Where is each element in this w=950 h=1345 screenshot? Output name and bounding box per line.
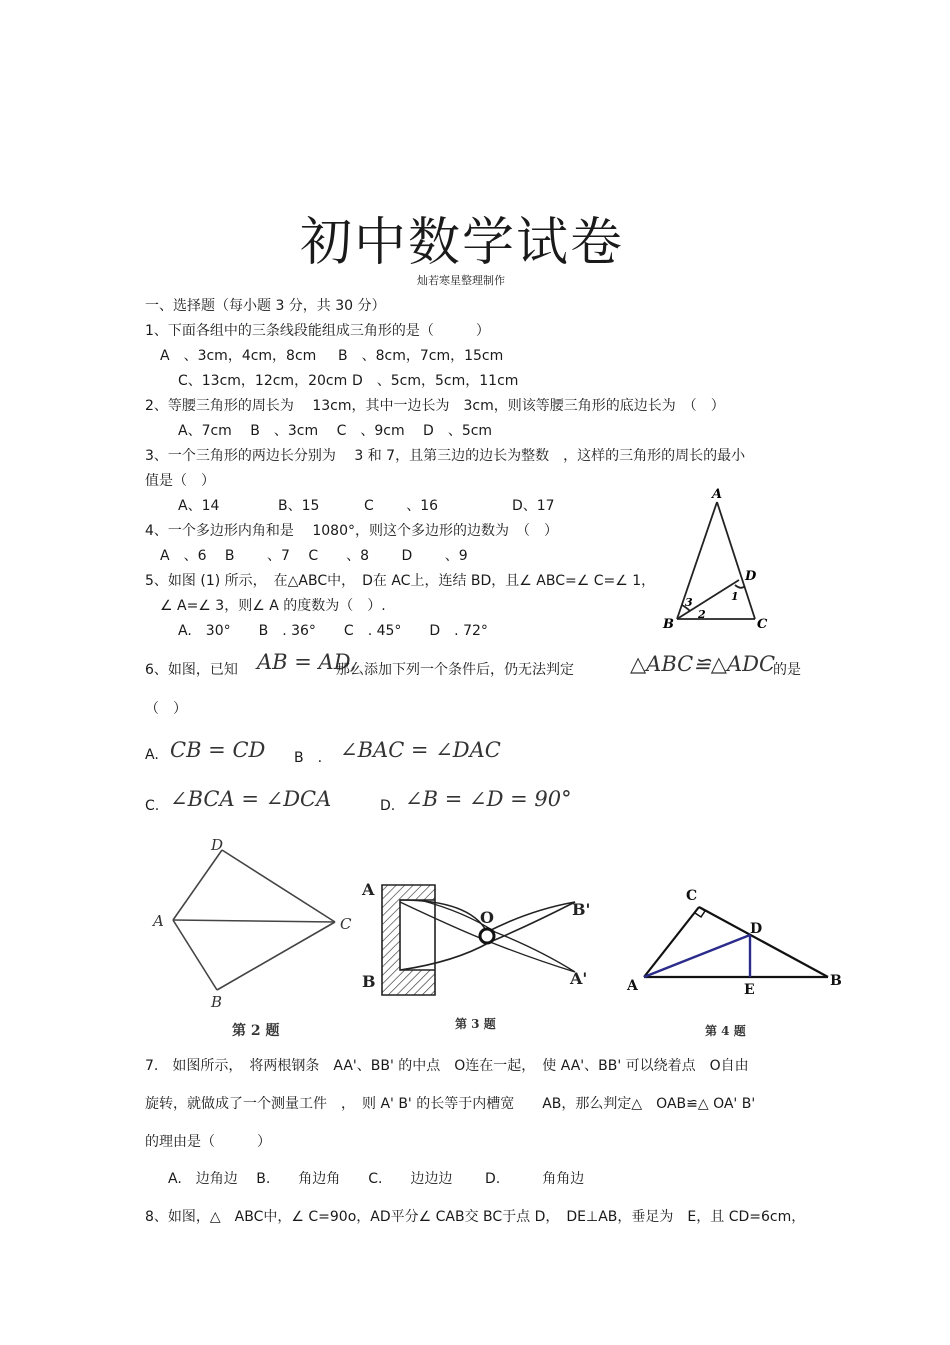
caption-q3: 第 3 题 [455, 1017, 496, 1031]
q3-stem-line1: 3、一个三角形的两边长分别为 3 和 7，且第三边的边长为整数 ，这样的三角形的周长的最小 [145, 448, 746, 464]
q6-stem-mid: 那么添加下列一个条件后，仍无法判定 [336, 662, 574, 678]
page-title: 初中数学试卷 [300, 213, 625, 273]
q2-stem: 2、等腰三角形的周长为 13cm，其中一边长为 3cm，则该等腰三角形的底边长为 （ ） [145, 398, 725, 414]
label-c: C [686, 888, 698, 904]
figure-q2 [145, 830, 360, 1045]
label-d: D [745, 569, 757, 584]
side-ad [173, 850, 222, 920]
caption-q4: 第 4 题 [705, 1024, 746, 1038]
q5-options: A. 30° B . 36° C . 45° D . 72° [178, 623, 488, 639]
q6-option-c-formula: ∠BCA = ∠DCA [170, 787, 332, 811]
q7-line1: 7. 如图所示， 将两根钢条 AA'、BB' 的中点 O连在一起， 使 AA'、BB' 可以绕着点 O自由 [145, 1058, 749, 1074]
label-d: D [211, 836, 224, 854]
q6-formula-congruent: △ABC≌△ADC [630, 652, 776, 676]
q1-stem: 1、下面各组中的三条线段能组成三角形的是（ ） [145, 323, 490, 339]
q8-stem: 8、如图，△ ABC中，∠ C=90o，AD平分∠ CAB交 BC于点 D， DE⊥AB，垂足为 E，且 CD=6cm， [145, 1209, 806, 1225]
side-bc [217, 922, 335, 990]
q5-figure [655, 482, 775, 634]
q4-options: A 、6 B 、7 C 、8 D 、9 [160, 548, 468, 564]
q3-option-d: D、17 [512, 498, 555, 514]
q3-option-b: B、15 [278, 498, 320, 514]
q6-option-d-formula: ∠B = ∠D = 90° [405, 787, 572, 811]
q6-stem-pre: 6、如图，已知 [145, 662, 238, 678]
q6-option-a-label: A. [145, 747, 159, 763]
label-b: B [362, 972, 376, 991]
q6-option-b-formula: ∠BAC = ∠DAC [340, 738, 501, 762]
label-a-prime: A' [570, 969, 588, 988]
q3-option-c: C 、16 [364, 498, 439, 514]
caption-q2: 第 2 题 [232, 1023, 280, 1039]
label-b-prime: B' [572, 900, 591, 919]
q6-stem-post: 的是 [773, 662, 801, 678]
q1-option-a: A 、3cm，4cm，8cm [160, 348, 317, 364]
q6-answer-paren: （ ） [145, 701, 187, 717]
label-2: 2 [698, 608, 706, 621]
label-a: A [712, 487, 723, 502]
diagonal-ac [173, 920, 335, 922]
q3-stem-line2: 值是（ ） [145, 473, 215, 489]
side-dc [222, 850, 335, 922]
pivot-o [480, 929, 494, 943]
label-1: 1 [731, 590, 739, 603]
q5-stem-line1: 5、如图 (1) 所示， 在△ABC中， D在 AC上，连结 BD，且∠ ABC=∠ C=∠ 1， [145, 573, 656, 589]
q1-option-b: B 、8cm，7cm，15cm [338, 348, 504, 364]
label-3: 3 [685, 596, 693, 609]
label-d: D [750, 921, 763, 937]
label-o: O [480, 908, 494, 927]
label-a: A [627, 978, 638, 994]
label-e: E [744, 982, 755, 998]
q3-option-a: A、14 [178, 498, 220, 514]
label-c: C [757, 617, 768, 632]
q7-options: A. 边角边 B. 角边角 C. 边边边 D. 角角边 [168, 1171, 585, 1187]
q7-line2: 旋转，就做成了一个测量工件 ， 则 A' B' 的长等于内槽宽 AB，那么判定△ OAB≌△ OA' B' [145, 1096, 756, 1112]
q1-option-d: D 、5cm，5cm，11cm [352, 373, 519, 389]
side-ab [173, 920, 217, 990]
page-subtitle: 灿若寒星整理制作 [417, 274, 505, 287]
figure-q4 [622, 880, 847, 1010]
label-b: B [211, 993, 223, 1011]
q7-line3: 的理由是（ ） [145, 1134, 271, 1150]
q6-option-b-label: B . [294, 750, 323, 766]
q6-option-c-label: C. [145, 798, 160, 814]
q6-option-d-label: D. [380, 798, 396, 814]
section-heading: 一、选择题（每小题 3 分，共 30 分） [145, 298, 386, 314]
q5-stem-line2: ∠ A=∠ 3，则∠ A 的度数为（ ）. [160, 598, 386, 614]
label-a: A [362, 880, 375, 899]
figure-q3 [360, 870, 600, 1020]
side-cb [699, 907, 828, 977]
side-ab [677, 502, 717, 619]
q6-formula-given: AB = AD, [257, 650, 357, 674]
q2-options: A、7cm B 、3cm C 、9cm D 、5cm [178, 423, 493, 439]
q4-stem: 4、一个多边形内角和是 1080°，则这个多边形的边数为 （ ） [145, 523, 558, 539]
q6-option-a-formula: CB = CD [170, 738, 266, 762]
label-b: B [663, 617, 674, 632]
q1-option-c: C、13cm，12cm，20cm [178, 373, 348, 389]
label-c: C [340, 915, 352, 933]
label-b: B [830, 973, 842, 989]
label-a: A [153, 912, 164, 930]
